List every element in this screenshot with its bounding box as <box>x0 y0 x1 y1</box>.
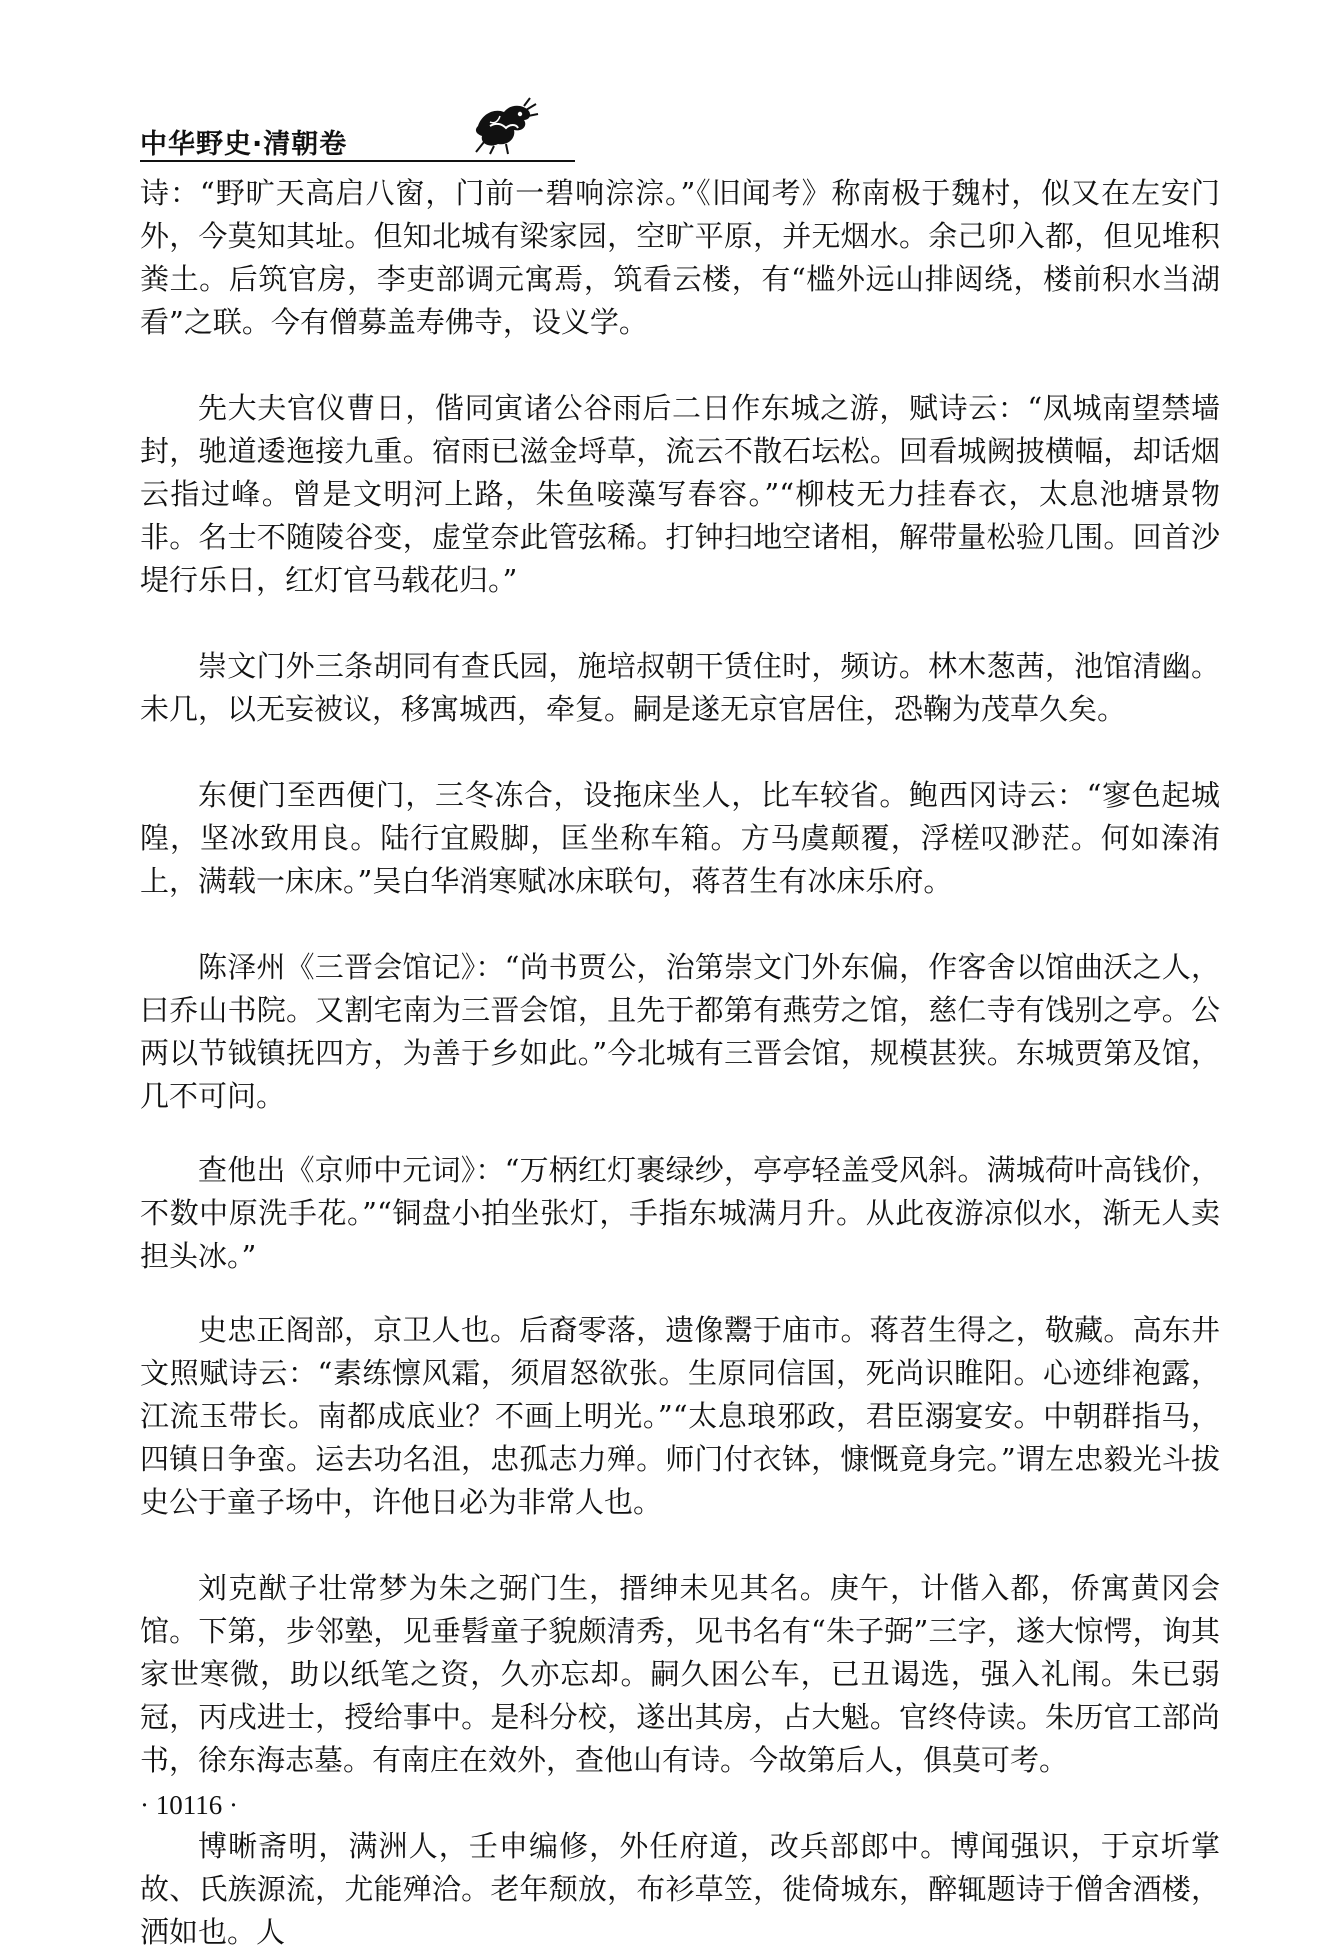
paragraph: 东便门至西便门，三冬冻合，设拖床坐人，比车较省。鲍西冈诗云：“寥色起城隍，坚冰致用良。陆行宜殿脚，匡坐称车箱。方马虞颠覆，浮槎叹渺茫。何如溱洧上，满载一床床。”吴白华消寒赋冰床联句，蒋苕生有冰床乐府。 <box>140 778 1220 898</box>
paragraph: 崇文门外三条胡同有查氏园，施培叔朝干赁住时，频访。林木葱茜，池馆清幽。未几，以无妄被议，移寓城西，牵复。嗣是遂无京官居住，恐鞠为茂草久矣。 <box>140 649 1220 726</box>
header-rule <box>140 160 575 162</box>
paragraph: 史忠正阁部，京卫人也。后裔零落，遗像鬻于庙市。蒋苕生得之，敬藏。高东井文照赋诗云：“素练懔风霜，须眉怒欲张。生原同信国，死尚识睢阳。心迹绯袍露，江流玉带长。南都成底业？不画上明光。”“太息琅邪政，君臣溺宴安。中朝群指马，四镇日争蛮。运去功名沮，忠孤志力殚。师门付衣钵，慷慨竟身完。”谓左忠毅光斗拔史公于童子场中，许他日必为非常人也。 <box>140 1313 1220 1519</box>
paragraph: 诗：“野旷天高启八窗，门前一碧响淙淙。”《旧闻考》称南极于魏村，似又在左安门外，今莫知其址。但知北城有梁家园，空旷平原，并无烟水。余己卯入都，但见堆积粪土。后筑官房，李吏部调元寓焉，筑看云楼，有“槛外远山排闼绕，楼前积水当湖看”之联。今有僧募盖寿佛寺，设义学。 <box>140 176 1220 339</box>
paragraph: 刘克猷子壮常梦为朱之弼门生，搢绅未见其名。庚午，计偕入都，侨寓黄冈会馆。下第，步邻塾，见垂髫童子貌颇清秀，见书名有“朱子弼”三字，遂大惊愕，询其家世寒微，助以纸笔之资，久亦忘却。嗣久困公车，已丑谒选，强入礼闱。朱已弱冠，丙戌进士，授给事中。是科分校，遂出其房，占大魁。官终侍读。朱历官工部尚书，徐东海志墓。有南庄在效外，查他山有诗。今故第后人，俱莫可考。 <box>140 1571 1220 1777</box>
page-number: · 10116 · <box>140 1790 238 1820</box>
paragraph: 查他出《京师中元词》：“万柄红灯裹绿纱，亭亭轻盖受风斜。满城荷叶高钱价，不数中原洗手花。”“铜盘小拍坐张灯，手指东城满月升。从此夜游凉似水，渐无人卖担头冰。” <box>140 1153 1220 1273</box>
paragraph: 博晰斋明，满洲人，壬申编修，外任府道，改兵部郎中。博闻强识，于京圻掌故、氏族源流，尤能殚洽。老年颓放，布衫草笠，徙倚城东，醉辄题诗于僧舍酒楼，洒如也。人 <box>140 1829 1220 1949</box>
page-body <box>140 172 1220 1954</box>
dragon-emblem-icon <box>470 96 540 156</box>
book-title: 中华野史·清朝卷 <box>140 129 348 160</box>
running-header <box>140 96 1140 158</box>
paragraph: 先大夫官仪曹日，偕同寅诸公谷雨后二日作东城之游，赋诗云：“凤城南望禁墙封，驰道逶迤接九重。宿雨已滋金埒草，流云不散石坛松。回看城阙披横幅，却话烟云指过峰。曾是文明河上路，朱鱼唼藻写春容。”“柳枝无力挂春衣，太息池塘景物非。名士不随陵谷变，虚堂奈此管弦稀。打钟扫地空诸相，解带量松验几围。回首沙堤行乐日，红灯官马载花归。” <box>140 391 1220 597</box>
paragraph: 陈泽州《三晋会馆记》：“尚书贾公，治第崇文门外东偏，作客舍以馆曲沃之人，曰乔山书院。又割宅南为三晋会馆，且先于都第有燕劳之馆，慈仁寺有饯别之亭。公两以节钺镇抚四方，为善于乡如此。”今北城有三晋会馆，规模甚狭。东城贾第及馆，几不可问。 <box>140 950 1220 1113</box>
